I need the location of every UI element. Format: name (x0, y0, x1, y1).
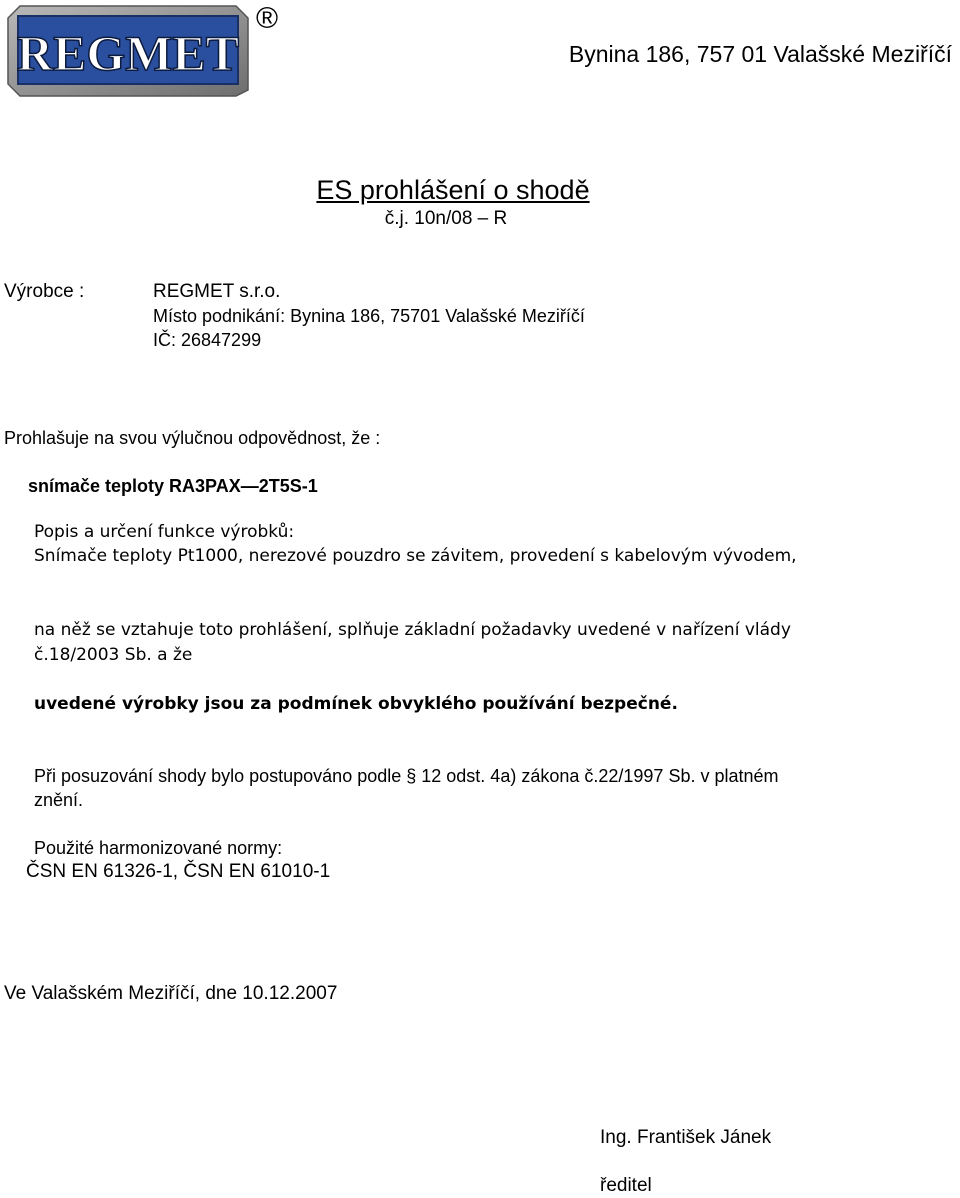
signatory-role: ředitel (600, 1175, 652, 1196)
declaration-text: Prohlašuje na svou výlučnou odpovědnost, že : (4, 428, 381, 448)
product-name: snímače teploty RA3PAX—2T5S-1 (28, 476, 318, 496)
standards-label: Použité harmonizované normy: (34, 838, 283, 858)
signatory-name: Ing. František Jánek (600, 1127, 772, 1148)
manufacturer-ico: IČ: 26847299 (153, 330, 262, 350)
description-label: Popis a určení funkce výrobků: (34, 522, 295, 542)
manufacturer-label: Výrobce : (4, 281, 85, 302)
place-and-date: Ve Valašském Meziříčí, dne 10.12.2007 (4, 983, 338, 1004)
page-title: ES prohlášení o shodě (316, 175, 590, 205)
assessment-line-1: Při posuzování shody bylo postupováno podle § 12 odst. 4a) zákona č.22/1997 Sb. v platném (34, 766, 779, 786)
logo-wordmark: REGMET (16, 25, 240, 81)
registered-mark: ® (256, 2, 279, 35)
description-text: Snímače teploty Pt1000, nerezové pouzdro se závitem, provedení s kabelovým vývodem, (34, 546, 797, 566)
reference-number: č.j. 10n/08 – R (384, 208, 508, 229)
safety-statement: uvedené výrobky jsou za podmínek obvyklého používání bezpečné. (34, 694, 678, 714)
manufacturer-name: REGMET s.r.o. (153, 281, 281, 302)
header-address: Bynina 186, 757 01 Valašské Meziříčí (568, 41, 952, 67)
regulation-line-2: č.18/2003 Sb. a že (34, 645, 193, 665)
regulation-line-1: na něž se vztahuje toto prohlášení, splňuje základní požadavky uvedené v nařízení vlády (34, 620, 791, 640)
regmet-logo (6, 4, 250, 98)
assessment-line-2: znění. (34, 790, 84, 810)
manufacturer-place: Místo podnikání: Bynina 186, 75701 Valašské Meziříčí (153, 306, 585, 326)
standards-list: ČSN EN 61326-1, ČSN EN 61010-1 (26, 861, 331, 882)
